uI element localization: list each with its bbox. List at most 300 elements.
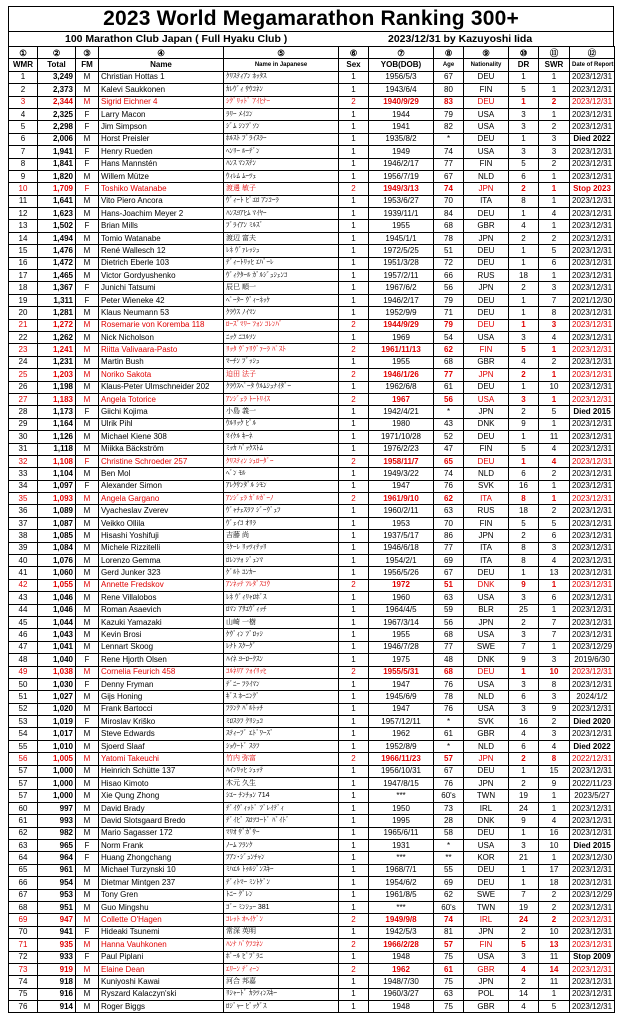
cell-name-jp: ﾏｲｹﾙ ｷｰﾈ [224,431,339,443]
cell-dr: 9 [509,579,539,591]
cell-name-jp: ｸﾗｳｽﾍﾟｰﾀ ｳﾙﾑｼｭﾅｲﾀﾞｰ [224,381,339,393]
col-number-age: ⑧ [434,47,464,59]
cell-fm: M [76,765,99,777]
cell-yob: 1962 [369,728,434,740]
cell-total: 1,089 [38,505,76,517]
cell-wmr: 67 [9,889,38,901]
cell-yob: 1958/11/7 [369,455,434,467]
cell-name: Rene Hjorth Olsen [99,654,224,666]
cell-total: 2,373 [38,84,76,96]
cell-swr: 5 [539,245,570,257]
cell-age: 47 [434,443,464,455]
cell-total: 1,198 [38,381,76,393]
cell-dr: 3 [509,592,539,604]
cell-swr: 11 [539,431,570,443]
cell-fm: M [76,356,99,368]
cell-sex: 2 [339,369,369,381]
cell-name: Noriko Sakota [99,369,224,381]
cell-fm: F [76,678,99,690]
cell-age: 75 [434,1001,464,1013]
cell-age: 68 [434,356,464,368]
cell-total: 1,183 [38,393,76,405]
cell-swr: 1 [539,183,570,195]
cell-name-jp: ﾊﾝｽﾖｱﾋﾑ ﾏｲﾔｰ [224,208,339,220]
cell-swr: 4 [539,331,570,343]
cell-name-jp: ﾍﾝﾘｰ ﾙｰﾃﾞﾝ [224,146,339,158]
table-row [9,740,615,752]
cell-dr: 9 [509,815,539,827]
cell-total: 3,249 [38,71,76,83]
cell-wmr: 34 [9,480,38,492]
cell-wmr: 72 [9,951,38,963]
cell-yob: 1961/8/5 [369,889,434,901]
cell-wmr: 57 [9,765,38,777]
cell-name: Kalevi Saukkonen [99,84,224,96]
cell-yob: 1966/11/23 [369,753,434,765]
cell-sex: 2 [339,914,369,926]
cell-yob: 1967/3/14 [369,616,434,628]
table-row [9,331,615,343]
cell-wmr: 56 [9,753,38,765]
cell-yob: 1937/5/17 [369,530,434,542]
cell-dr: 9 [509,418,539,430]
cell-sex: 1 [339,901,369,913]
table-row [9,319,615,331]
cell-nationality: DEU [464,96,509,108]
cell-name: Larry Macon [99,108,224,120]
cell-age: 71 [434,307,464,319]
cell-nationality: TWN [464,901,509,913]
cell-swr: 1 [539,369,570,381]
table-row [9,951,615,963]
cell-dr: 4 [509,1001,539,1013]
cell-sex: 1 [339,208,369,220]
cell-dr: 5 [509,443,539,455]
cell-wmr: 52 [9,703,38,715]
cell-age: 61 [434,381,464,393]
cell-age: ** [434,852,464,864]
cell-total: 1,000 [38,790,76,802]
cell-nationality: DEU [464,765,509,777]
table-row [9,195,615,207]
table-row [9,133,615,145]
cell-date-of-report: 2023/12/31 [570,146,615,158]
cell-yob: 1954/2/1 [369,555,434,567]
cell-date-of-report: 2023/12/29 [570,889,615,901]
cell-age: 58 [434,827,464,839]
cell-wmr: 36 [9,505,38,517]
cell-dr: 1 [509,765,539,777]
cell-sex: 1 [339,728,369,740]
cell-age: 63 [434,988,464,1000]
header-nationality: Nationality [464,59,509,71]
cell-fm: M [76,914,99,926]
cell-sex: 2 [339,939,369,951]
cell-yob: 1955 [369,356,434,368]
cell-sex: 1 [339,790,369,802]
cell-wmr: 70 [9,926,38,938]
cell-total: 914 [38,1001,76,1013]
cell-wmr: 24 [9,356,38,368]
cell-date-of-report: 2023/12/31 [570,331,615,343]
cell-nationality: USA [464,629,509,641]
cell-fm: F [76,146,99,158]
cell-age: 68 [434,220,464,232]
cell-yob: 1944/9/29 [369,319,434,331]
cell-swr: 17 [539,864,570,876]
cell-name: Guo Mingshu [99,901,224,913]
cell-total: 1,281 [38,307,76,319]
cell-sex: 1 [339,604,369,616]
cell-swr: 4 [539,443,570,455]
table-row [9,381,615,393]
club-name: 100 Marathon Club Japan ( Full Hyaku Club ) [65,33,288,45]
cell-dr: 1 [509,96,539,108]
cell-swr: 3 [539,133,570,145]
cell-total: 947 [38,914,76,926]
cell-name: David Brady [99,802,224,814]
cell-name-jp: ｽﾃｨｰﾌﾞ ｴﾄﾞﾜｰｽﾞ [224,728,339,740]
cell-total: 1,020 [38,703,76,715]
cell-date-of-report: 2023/12/31 [570,468,615,480]
cell-name: Junichi Tatsumi [99,282,224,294]
cell-date-of-report: 2023/12/31 [570,988,615,1000]
table-row [9,963,615,975]
cell-dr: 5 [509,939,539,951]
cell-fm: M [76,778,99,790]
cell-nationality: USA [464,703,509,715]
cell-fm: M [76,864,99,876]
cell-date-of-report: 2023/12/31 [570,393,615,405]
cell-name-jp: ｱﾝｼﾞｪﾗ ﾄｰﾄﾘｲｽ [224,393,339,405]
header-wmr: WMR [9,59,38,71]
cell-yob: 1955 [369,220,434,232]
cell-date-of-report: 2023/12/31 [570,245,615,257]
cell-swr: 16 [539,827,570,839]
cell-wmr: 39 [9,542,38,554]
cell-swr: 6 [539,530,570,542]
cell-nationality: DEU [464,319,509,331]
cell-dr: 2 [509,530,539,542]
cell-total: 961 [38,864,76,876]
cell-swr: 1 [539,270,570,282]
cell-fm: F [76,951,99,963]
cell-total: 1,076 [38,555,76,567]
cell-swr: 1 [539,604,570,616]
cell-dr: 1 [509,257,539,269]
cell-dr: 5 [509,158,539,170]
cell-wmr: 73 [9,963,38,975]
cell-dr: 4 [509,963,539,975]
cell-yob: 1944 [369,108,434,120]
cell-sex: 1 [339,629,369,641]
cell-yob: 1949/3/22 [369,468,434,480]
cell-nationality: USA [464,393,509,405]
cell-yob: 1946/2/17 [369,158,434,170]
cell-age: 62 [434,344,464,356]
cell-name-jp: 山崎 一樹 [224,616,339,628]
cell-name-jp: ﾃﾞｨｰﾄﾘｯﾋ ｴﾊﾞｰﾚ [224,257,339,269]
cell-fm: F [76,455,99,467]
cell-sex: 2 [339,493,369,505]
cell-sex: 1 [339,976,369,988]
cell-swr: 11 [539,951,570,963]
cell-name-jp: ｹﾞﾙﾄ ﾕﾝｶｰ [224,567,339,579]
cell-nationality: SWE [464,641,509,653]
cell-name-jp: ﾛﾚﾝﾂｫ ｼﾞｪﾝﾏ [224,555,339,567]
cell-name: Klaus-Peter Ulmschneider 202 [99,381,224,393]
cell-fm: M [76,542,99,554]
cell-fm: M [76,84,99,96]
cell-name: Hans Mannstén [99,158,224,170]
cell-dr: 6 [509,691,539,703]
cell-swr: 1 [539,480,570,492]
table-row [9,480,615,492]
cell-date-of-report: 2023/12/31 [570,356,615,368]
cell-sex: 1 [339,406,369,418]
cell-age: * [434,740,464,752]
cell-yob: 1952/9/9 [369,307,434,319]
cell-dr: 5 [509,84,539,96]
cell-name: René Wallesch 12 [99,245,224,257]
table-row [9,629,615,641]
table-row [9,716,615,728]
cell-swr: 2 [539,121,570,133]
cell-age: 56 [434,616,464,628]
cell-age: 78 [434,691,464,703]
cell-yob: 1947 [369,678,434,690]
cell-fm: M [76,96,99,108]
table-row [9,852,615,864]
cell-date-of-report: 2023/12/31 [570,257,615,269]
cell-name: Dietmar Mintgen 237 [99,877,224,889]
cell-sex: 1 [339,505,369,517]
cell-wmr: 5 [9,121,38,133]
cell-nationality: DEU [464,431,509,443]
cell-wmr: 54 [9,728,38,740]
cell-yob: 1935/8/2 [369,133,434,145]
table-row [9,443,615,455]
cell-fm: M [76,71,99,83]
cell-fm: M [76,592,99,604]
cell-name-jp: ｳﾞｨｸﾀｰﾙ ｶﾞﾙｼﾞｭｼｪﾝｺ [224,270,339,282]
table-row [9,654,615,666]
cell-fm: M [76,133,99,145]
cell-dr: 1 [509,431,539,443]
cell-wmr: 3 [9,96,38,108]
cell-age: 57 [434,753,464,765]
cell-name-jp: ｹｳﾞｨﾝ ﾌﾞﾛｯｼ [224,629,339,641]
cell-yob: 1961/9/10 [369,493,434,505]
cell-dr: 3 [509,678,539,690]
header-swr: SWR [539,59,570,71]
cell-name: Horst Preisler [99,133,224,145]
cell-date-of-report: 2023/12/31 [570,344,615,356]
cell-yob: 1945/1/1 [369,232,434,244]
cell-nationality: GBR [464,963,509,975]
cell-age: 48 [434,654,464,666]
cell-total: 941 [38,926,76,938]
cell-name: Huang Zhongchang [99,852,224,864]
cell-dr: 2 [509,616,539,628]
cell-dr: 1 [509,666,539,678]
cell-yob: 1967 [369,393,434,405]
cell-nationality: IRL [464,802,509,814]
cell-total: 919 [38,963,76,975]
cell-sex: 1 [339,926,369,938]
cell-date-of-report: 2023/12/31 [570,963,615,975]
cell-swr: 2 [539,356,570,368]
header-row [9,59,615,71]
cell-dr: 1 [509,827,539,839]
cell-sex: 1 [339,232,369,244]
cell-age: 79 [434,294,464,306]
cell-swr: 2 [539,914,570,926]
cell-yob: 1960 [369,592,434,604]
table-row [9,282,615,294]
cell-age: 67 [434,170,464,182]
cell-fm: M [76,208,99,220]
cell-age: 51 [434,579,464,591]
table-row [9,170,615,182]
cell-dr: 8 [509,542,539,554]
cell-sex: 2 [339,455,369,467]
cell-fm: F [76,158,99,170]
cell-yob: 1960/2/11 [369,505,434,517]
cell-date-of-report: 2023/12/31 [570,567,615,579]
cell-swr: 18 [539,877,570,889]
cell-yob: 1949/9/8 [369,914,434,926]
cell-yob: 1966/2/28 [369,939,434,951]
cell-date-of-report: 2022/12/31 [570,753,615,765]
cell-swr: 2 [539,158,570,170]
cell-age: 76 [434,480,464,492]
cell-dr: 9 [509,654,539,666]
cell-name: Henry Rueden [99,146,224,158]
cell-date-of-report: Died 2022 [570,740,615,752]
cell-age: 75 [434,951,464,963]
cell-age: 28 [434,815,464,827]
cell-wmr: 14 [9,232,38,244]
cell-yob: 1955 [369,629,434,641]
cell-swr: 4 [539,815,570,827]
cell-nationality: NLD [464,468,509,480]
cell-name-jp: ｶﾚｳﾞｨ ｻｳｺﾈﾝ [224,84,339,96]
cell-date-of-report: 2023/12/31 [570,369,615,381]
cell-nationality: FIN [464,344,509,356]
cell-age: 77 [434,542,464,554]
cell-fm: M [76,988,99,1000]
cell-age: 76 [434,778,464,790]
cell-name-jp: ｼｮｳｰﾄﾞ ｽﾗﾌ [224,740,339,752]
cell-dr: 2 [509,778,539,790]
cell-fm: M [76,381,99,393]
cell-age: 67 [434,567,464,579]
cell-yob: 1957/2/11 [369,270,434,282]
cell-fm: F [76,282,99,294]
cell-dr: 4 [509,728,539,740]
cell-date-of-report: 2023/12/31 [570,678,615,690]
cell-total: 1,084 [38,542,76,554]
table-row [9,183,615,195]
cell-nationality: DEU [464,133,509,145]
header-yob: YOB(DOB) [369,59,434,71]
cell-nationality: USA [464,678,509,690]
cell-wmr: 30 [9,431,38,443]
cell-swr: 1 [539,579,570,591]
cell-age: 77 [434,641,464,653]
cell-fm: M [76,344,99,356]
cell-fm: M [76,976,99,988]
table-row [9,96,615,108]
cell-date-of-report: 2023/12/31 [570,208,615,220]
cell-age: 69 [434,877,464,889]
cell-swr: 2 [539,889,570,901]
cell-wmr: 12 [9,208,38,220]
cell-age: 60's [434,901,464,913]
cell-swr: 1 [539,802,570,814]
cell-wmr: 69 [9,914,38,926]
cell-nationality: JPN [464,282,509,294]
cell-date-of-report: 2023/5/27 [570,790,615,802]
header-name: Name [99,59,224,71]
cell-total: 1,005 [38,753,76,765]
cell-total: 935 [38,939,76,951]
cell-nationality: JPN [464,753,509,765]
cell-age: 79 [434,319,464,331]
cell-name: Roman Asaevich [99,604,224,616]
cell-name: Cornelia Feurich 458 [99,666,224,678]
cell-wmr: 17 [9,270,38,282]
cell-age: 78 [434,232,464,244]
cell-nationality: KOR [464,852,509,864]
cell-date-of-report: 2023/12/31 [570,765,615,777]
cell-date-of-report: 2023/12/31 [570,108,615,120]
cell-wmr: 4 [9,108,38,120]
cell-total: 954 [38,877,76,889]
cell-date-of-report: 2023/12/31 [570,592,615,604]
cell-fm: F [76,654,99,666]
table-row [9,802,615,814]
cell-name-jp: 渡辺 富夫 [224,232,339,244]
cell-nationality: JPN [464,976,509,988]
cell-date-of-report: 2023/12/31 [570,728,615,740]
cell-sex: 1 [339,716,369,728]
cell-total: 1,055 [38,579,76,591]
cell-dr: 7 [509,889,539,901]
cell-name-jp: ﾏﾘｵ ｻﾞｶﾞｻｰ [224,827,339,839]
cell-dr: 5 [509,517,539,529]
cell-yob: 1946/2/17 [369,294,434,306]
cell-name: Giichi Kojima [99,406,224,418]
cell-swr: 2 [539,716,570,728]
table-row [9,542,615,554]
cell-swr: 7 [539,629,570,641]
cell-sex: 2 [339,96,369,108]
cell-yob: 1969 [369,331,434,343]
cell-name: Dietrich Eberle 103 [99,257,224,269]
cell-total: 1,118 [38,443,76,455]
cell-name-jp: ｱﾝﾈｯﾃ ﾌﾚﾀﾞｽｺｳ [224,579,339,591]
cell-dr: 8 [509,555,539,567]
cell-yob: 1941 [369,121,434,133]
cell-sex: 1 [339,530,369,542]
cell-name-jp: 竹内 弥富 [224,753,339,765]
cell-name-jp: ｸﾘｽﾃｨｱﾝ ﾎｯﾀｽ [224,71,339,83]
cell-total: 1,093 [38,493,76,505]
cell-age: 74 [434,183,464,195]
cell-wmr: 57 [9,790,38,802]
